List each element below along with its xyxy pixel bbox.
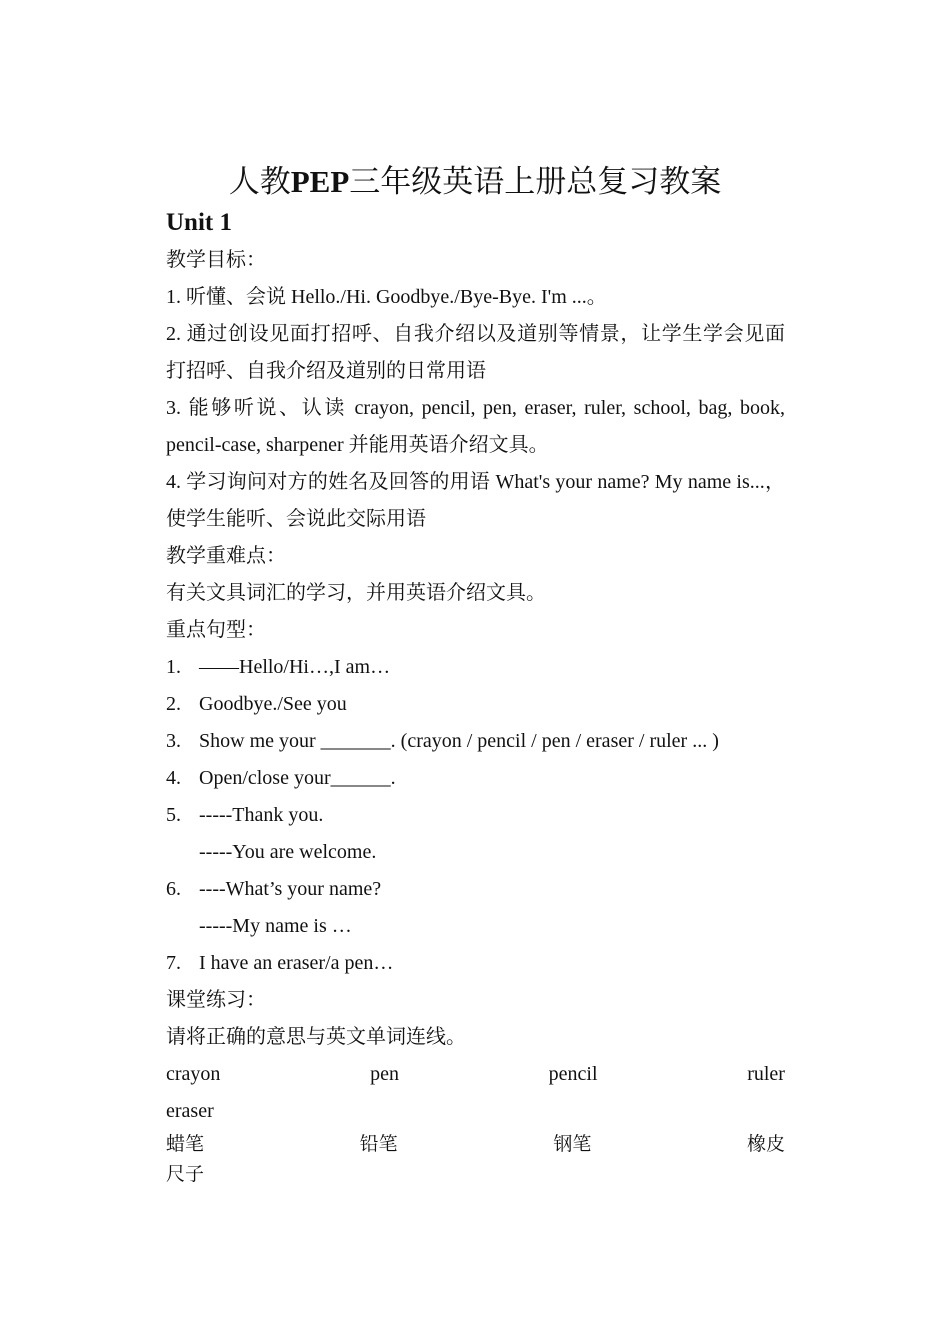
title-bold: PEP — [290, 164, 350, 199]
pattern-item — [166, 945, 785, 982]
chinese-words-row — [166, 1130, 785, 1160]
pattern-text: Open/close your______. — [199, 767, 396, 789]
keypoints-text: 有关文具词汇的学习，并用英语介绍文具。 — [166, 582, 546, 604]
chinese-word: 橡皮 — [746, 1134, 785, 1155]
english-word: eraser — [166, 1100, 214, 1122]
objective-item: 4. 学习询问对方的姓名及回答的用语 What's your name? My name is...，使学生能听、会说此交际用语 — [166, 471, 785, 530]
pattern-number: 6. — [166, 878, 181, 900]
english-words-row — [166, 1056, 785, 1093]
pattern-number: 1. — [166, 656, 181, 678]
objective-item: 1. 听懂、会说 Hello./Hi. Goodbye./Bye-Bye. I'm ...。 — [166, 286, 607, 308]
pattern-item — [166, 686, 785, 723]
patterns-heading: 重点句型： — [166, 619, 266, 641]
pattern-number: 4. — [166, 767, 181, 789]
pattern-number: 3. — [166, 730, 181, 752]
pattern-subline: -----You are welcome. — [199, 841, 377, 863]
pattern-text: ----What’s your name? — [199, 878, 382, 900]
english-word: pencil — [548, 1063, 598, 1085]
pattern-number: 7. — [166, 952, 181, 974]
pattern-subline: -----My name is … — [199, 915, 352, 937]
pattern-item — [166, 871, 785, 908]
objectives-heading: 教学目标： — [166, 249, 266, 271]
title-suffix: 三年级英语上册总复习教案 — [349, 164, 722, 199]
keypoints-heading: 教学重难点： — [166, 545, 286, 567]
chinese-word: 尺子 — [166, 1164, 205, 1185]
pattern-text: Goodbye./See you — [199, 693, 347, 715]
title-prefix: 人教 — [228, 164, 291, 199]
pattern-text: -----Thank you. — [199, 804, 324, 826]
pattern-item — [166, 723, 785, 760]
practice-heading: 课堂练习： — [166, 989, 266, 1011]
pattern-text: I have an eraser/a pen… — [199, 952, 394, 974]
unit-heading: Unit 1 — [166, 209, 232, 236]
pattern-item — [166, 760, 785, 797]
practice-instruction: 请将正确的意思与英文单词连线。 — [166, 1026, 466, 1048]
english-word: ruler — [747, 1063, 785, 1085]
chinese-word: 铅笔 — [359, 1134, 398, 1155]
objective-item: 3. 能够听说、认读 crayon, pencil, pen, eraser, ruler, school, bag, book, pencil-case, sharpener 并能用英语介绍文具。 — [166, 397, 785, 456]
english-word: crayon — [166, 1063, 221, 1085]
pattern-text: ——Hello/Hi…,I am… — [199, 656, 391, 678]
pattern-text: Show me your _______. (crayon / pencil / pen / eraser / ruler ... ) — [199, 730, 719, 752]
pattern-number: 5. — [166, 804, 181, 826]
document-title — [0, 160, 950, 204]
objective-item: 2. 通过创设见面打招呼、自我介绍以及道别等情景，让学生学会见面打招呼、自我介绍及道别的日常用语 — [166, 323, 785, 382]
pattern-number: 2. — [166, 693, 181, 715]
pattern-item — [166, 797, 785, 834]
english-word: pen — [370, 1063, 399, 1085]
chinese-word: 蜡笔 — [166, 1134, 205, 1155]
document-body — [166, 204, 785, 1190]
pattern-item — [166, 649, 785, 686]
chinese-word: 钢笔 — [553, 1134, 592, 1155]
